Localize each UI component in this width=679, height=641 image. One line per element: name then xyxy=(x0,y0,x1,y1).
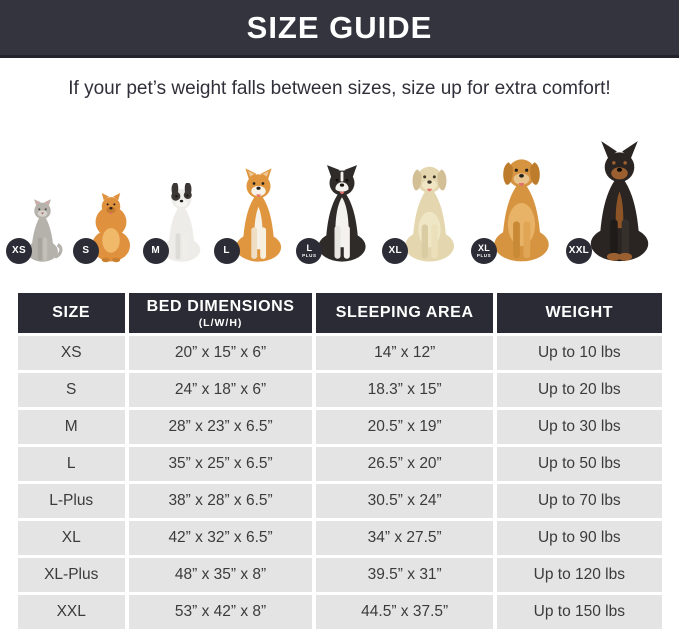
cell-weight: Up to 20 lbs xyxy=(497,373,661,407)
subtitle: If your pet’s weight falls between sizes, size up for extra comfort! xyxy=(68,78,611,99)
badge-label: XL xyxy=(388,245,402,256)
cell-sleeping-area: 44.5” x 37.5” xyxy=(316,595,493,629)
cell-bed-dimensions: 24” x 18” x 6” xyxy=(129,373,312,407)
col-header-sleeping-area: SLEEPING AREA xyxy=(316,293,493,333)
animal-cat xyxy=(12,199,69,263)
cell-sleeping-area: 30.5” x 24” xyxy=(316,484,493,518)
cell-sleeping-area: 39.5” x 31” xyxy=(316,558,493,592)
size-badge-xs xyxy=(7,239,31,263)
page-title: SIZE GUIDE xyxy=(246,9,433,45)
cell-bed-dimensions: 28” x 23” x 6.5” xyxy=(129,410,312,444)
animal-shiba-inu xyxy=(224,167,293,263)
badge-label: M xyxy=(151,245,160,256)
animal-pomeranian xyxy=(83,191,139,263)
badge-sublabel: PLUS xyxy=(302,252,317,258)
cell-weight: Up to 120 lbs xyxy=(497,558,661,592)
size-badge-m xyxy=(144,239,168,263)
badge-label: L xyxy=(223,245,230,256)
cell-weight: Up to 90 lbs xyxy=(497,521,661,555)
cell-size: L-Plus xyxy=(18,484,125,518)
cell-sleeping-area: 26.5” x 20” xyxy=(316,447,493,481)
cell-weight: Up to 70 lbs xyxy=(497,484,661,518)
animal-french-bulldog xyxy=(153,183,210,263)
animal-border-collie xyxy=(302,163,378,263)
badge-sublabel: PLUS xyxy=(476,252,492,258)
size-badge-s xyxy=(74,239,98,263)
cell-sleeping-area: 34” x 27.5” xyxy=(316,521,493,555)
cell-size: XS xyxy=(18,336,125,370)
col-header-bed-title: BED DIMENSIONS xyxy=(146,297,295,315)
cell-bed-dimensions: 42” x 32” x 6.5” xyxy=(129,521,312,555)
cell-sleeping-area: 18.3” x 15” xyxy=(316,373,493,407)
cell-weight: Up to 50 lbs xyxy=(497,447,661,481)
size-badge-l xyxy=(215,239,239,263)
cell-bed-dimensions: 38” x 28” x 6.5” xyxy=(129,484,312,518)
table-row-xxl xyxy=(18,595,662,629)
table-row-s xyxy=(18,373,662,407)
table-row-l xyxy=(18,447,662,481)
table-row-m xyxy=(18,410,662,444)
size-badge-xxl xyxy=(567,239,591,263)
col-header-weight: WEIGHT xyxy=(497,293,661,333)
badge-label: XL xyxy=(478,242,491,253)
cell-size: L xyxy=(18,447,125,481)
cell-bed-dimensions: 20” x 15” x 6” xyxy=(129,336,312,370)
size-badge-xl-plus xyxy=(472,239,496,263)
table-row-l-plus xyxy=(18,484,662,518)
table-row-xs xyxy=(18,336,662,370)
size-table xyxy=(14,290,666,632)
badge-label: XS xyxy=(12,245,26,256)
badge-label: S xyxy=(82,245,90,256)
cell-weight: Up to 30 lbs xyxy=(497,410,661,444)
cell-size: XL-Plus xyxy=(18,558,125,592)
cell-size: S xyxy=(18,373,125,407)
col-header-bed-dimensions xyxy=(129,293,312,333)
cell-sleeping-area: 14” x 12” xyxy=(316,336,493,370)
animal-golden-retriever xyxy=(476,151,562,263)
header-banner xyxy=(0,0,679,58)
pet-size-illustrations xyxy=(0,100,679,263)
cell-bed-dimensions: 35” x 25” x 6.5” xyxy=(129,447,312,481)
table-row-xl-plus xyxy=(18,558,662,592)
col-header-bed-sub: (L/W/H) xyxy=(198,316,243,329)
table-row-xl xyxy=(18,521,662,555)
badge-label: XXL xyxy=(568,245,590,256)
animal-labrador xyxy=(388,159,467,263)
cell-size: XL xyxy=(18,521,125,555)
animal-doberman xyxy=(568,141,663,263)
col-header-size: SIZE xyxy=(18,293,125,333)
cell-size: XXL xyxy=(18,595,125,629)
cell-bed-dimensions: 48” x 35” x 8” xyxy=(129,558,312,592)
cell-size: M xyxy=(18,410,125,444)
cell-sleeping-area: 20.5” x 19” xyxy=(316,410,493,444)
cell-bed-dimensions: 53” x 42” x 8” xyxy=(129,595,312,629)
cell-weight: Up to 10 lbs xyxy=(497,336,661,370)
table-header-row xyxy=(18,293,662,333)
cell-weight: Up to 150 lbs xyxy=(497,595,661,629)
badge-label: L xyxy=(306,242,313,253)
